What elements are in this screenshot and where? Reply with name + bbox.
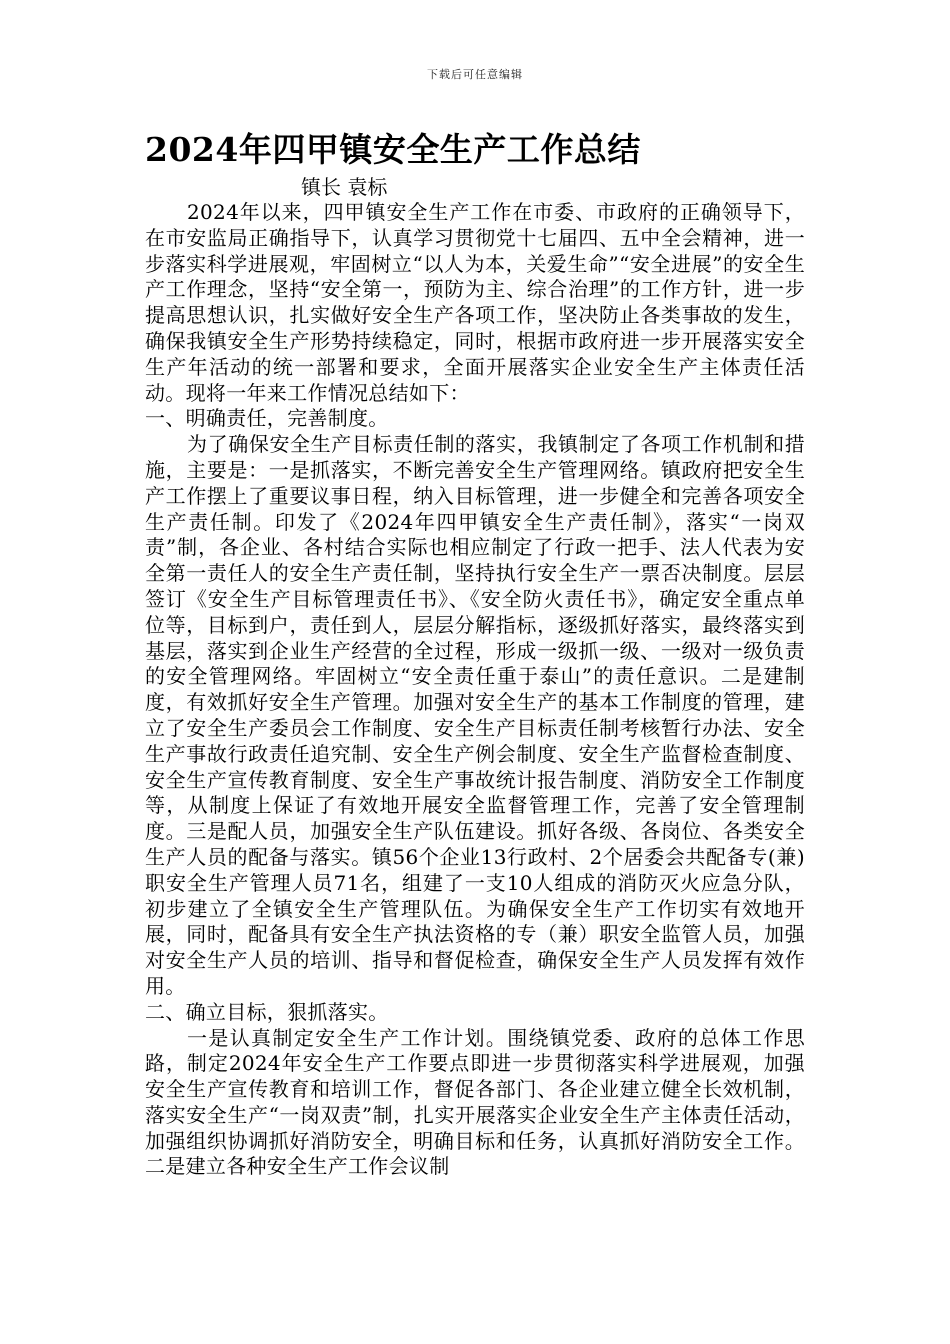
section-1-paragraph: 为了确保安全生产目标责任制的落实，我镇制定了各项工作机制和措施，主要是：一是抓落实，不断完善安全生产管理网络。镇政府把安全生产工作摆上了重要议事日程，纳入目标管理，进一步健全和完善各项安全生产责任制。印发了《2024年四甲镇安全生产责任制》，落实“一岗双责”制，各企业、各村结合实际也相应制定了行政一把手、法人代表为安全第一责任人的安全生产责任制，坚持执行安全生产一票否决制度。层层签订《安全生产目标管理责任书》、《安全防火责任书》，确定安全重点单位等，目标到户，责任到人，层层分解指标，逐级抓好落实，最终落实到基层，落实到企业生产经营的全过程，形成一级抓一级、一级对一级负责的安全管理网络。牢固树立“安全责任重于泰山”的责任意识。二是建制度，有效抓好安全生产管理。加强对安全生产的基本工作制度的管理，建立了安全生产委员会工作制度、安全生产目标责任制考核暂行办法、安全生产事故行政责任追究制、安全生产例会制度、安全生产监督检查制度、安全生产宣传教育制度、安全生产事故统计报告制度、消防安全工作制度等，从制度上保证了有效地开展安全监督管理工作，完善了安全管理制度。三是配人员，加强安全生产队伍建设。抓好各级、各岗位、各类安全生产人员的配备与落实。镇56个企业13行政村、2个居委会共配备专(兼)职安全生产管理人员71名，组建了一支10人组成的消防灭火应急分队，初步建立了全镇安全生产管理队伍。为确保安全生产工作切实有效地开展，同时，配备具有安全生产执法资格的专（兼）职安全监管人员，加强对安全生产人员的培训、指导和督促检查，确保安全生产人员发挥有效作用。 (145, 432, 805, 998)
header-note: 下载后可任意编辑 (427, 68, 523, 81)
intro-paragraph: 2024年以来，四甲镇安全生产工作在市委、市政府的正确领导下，在市安监局正确指导下，认真学习贯彻党十七届四、五中全会精神，进一步落实科学进展观，牢固树立“以人为本，关爱生命”“安全进展”的安全生产工作理念，坚持“安全第一，预防为主、综合治理”的工作方针，进一步提高思想认识，扎实做好安全生产各项工作，坚决防止各类事故的发生，确保我镇安全生产形势持续稳定，同时，根据市政府进一步开展落实安全生产年活动的统一部署和要求，全面开展落实企业安全生产主体责任活动。现将一年来工作情况总结如下： (145, 200, 805, 405)
document-body (145, 200, 805, 1180)
section-heading-2: 二、确立目标，狠抓落实。 (145, 999, 389, 1024)
document-title: 2024年四甲镇安全生产工作总结 (145, 130, 641, 169)
section-2-paragraph: 一是认真制定安全生产工作计划。围绕镇党委、政府的总体工作思路，制定2024年安全生产工作要点即进一步贯彻落实科学进展观，加强安全生产宣传教育和培训工作，督促各部门、各企业建立健全长效机制，落实安全生产“一岗双责”制，扎实开展落实企业安全生产主体责任活动，加强组织协调抓好消防安全，明确目标和任务，认真抓好消防安全工作。二是建立各种安全生产工作会议制 (145, 1025, 805, 1179)
section-heading-1: 一、明确责任，完善制度。 (145, 406, 389, 431)
author-line: 镇长 袁标 (301, 175, 388, 199)
